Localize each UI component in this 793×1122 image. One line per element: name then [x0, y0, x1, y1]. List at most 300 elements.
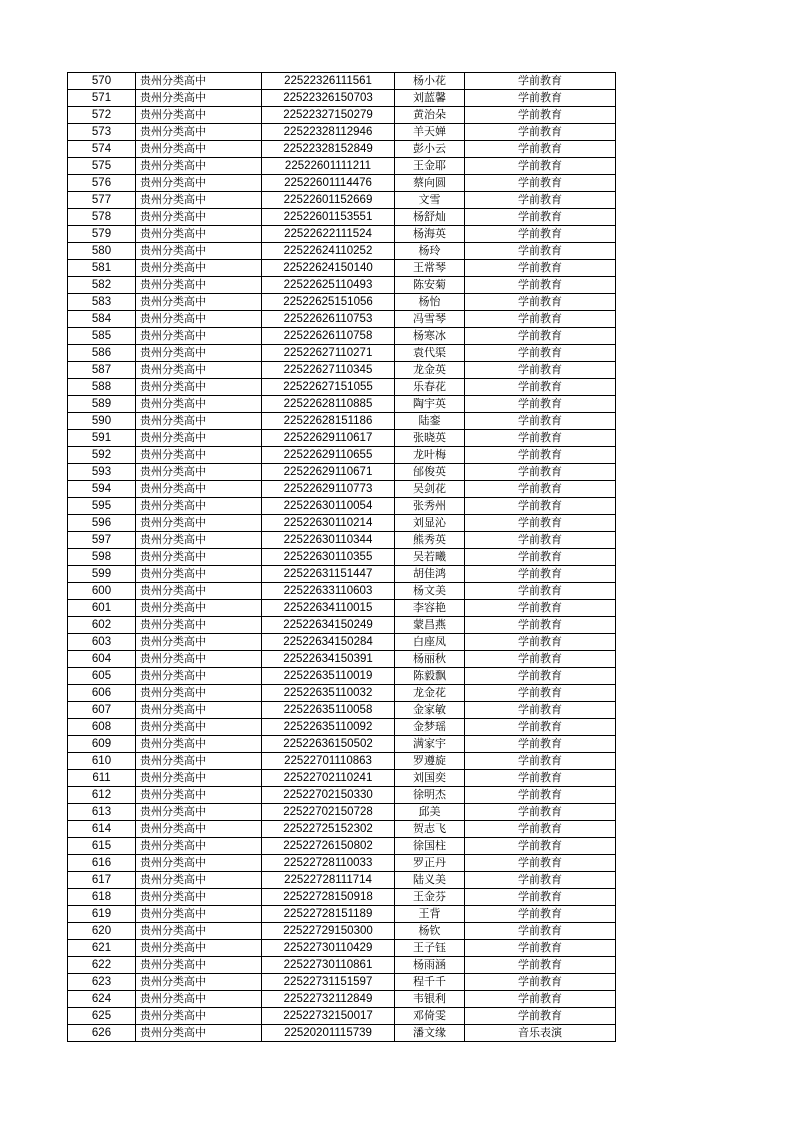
student-source-cell: 贵州分类高中 [136, 175, 262, 192]
student-source-cell: 贵州分类高中 [136, 753, 262, 770]
student-source-cell: 贵州分类高中 [136, 923, 262, 940]
table-row [68, 226, 616, 243]
student-source-cell: 贵州分类高中 [136, 73, 262, 90]
student-name-cell: 王背 [395, 906, 465, 923]
major-cell: 学前教育 [465, 294, 616, 311]
exam-id-cell: 22522630110355 [262, 549, 395, 566]
student-name-cell: 邓倚雯 [395, 1008, 465, 1025]
major-cell: 学前教育 [465, 73, 616, 90]
student-name-cell: 胡佳鸿 [395, 566, 465, 583]
major-cell: 学前教育 [465, 396, 616, 413]
student-source-cell: 贵州分类高中 [136, 889, 262, 906]
row-number-cell: 622 [68, 957, 136, 974]
student-name-cell: 吴剑花 [395, 481, 465, 498]
student-name-cell: 杨丽秋 [395, 651, 465, 668]
student-name-cell: 杨寒冰 [395, 328, 465, 345]
major-cell: 学前教育 [465, 498, 616, 515]
major-cell: 学前教育 [465, 345, 616, 362]
row-number-cell: 570 [68, 73, 136, 90]
exam-id-cell: 22522628110885 [262, 396, 395, 413]
major-cell: 学前教育 [465, 447, 616, 464]
student-name-cell: 熊秀英 [395, 532, 465, 549]
admission-table [67, 72, 616, 1042]
student-source-cell: 贵州分类高中 [136, 209, 262, 226]
student-source-cell: 贵州分类高中 [136, 702, 262, 719]
exam-id-cell: 22522636150502 [262, 736, 395, 753]
row-number-cell: 609 [68, 736, 136, 753]
exam-id-cell: 22522328112946 [262, 124, 395, 141]
exam-id-cell: 22522326150703 [262, 90, 395, 107]
row-number-cell: 625 [68, 1008, 136, 1025]
student-source-cell: 贵州分类高中 [136, 481, 262, 498]
table-row [68, 838, 616, 855]
student-name-cell: 韦银利 [395, 991, 465, 1008]
exam-id-cell: 22522624110252 [262, 243, 395, 260]
exam-id-cell: 22522728151189 [262, 906, 395, 923]
student-source-cell: 贵州分类高中 [136, 736, 262, 753]
table-row [68, 362, 616, 379]
table-row [68, 192, 616, 209]
student-name-cell: 陆义美 [395, 872, 465, 889]
row-number-cell: 613 [68, 804, 136, 821]
exam-id-cell: 22522634110015 [262, 600, 395, 617]
table-row [68, 243, 616, 260]
row-number-cell: 591 [68, 430, 136, 447]
student-name-cell: 杨文美 [395, 583, 465, 600]
student-name-cell: 杨小花 [395, 73, 465, 90]
row-number-cell: 592 [68, 447, 136, 464]
row-number-cell: 617 [68, 872, 136, 889]
student-name-cell: 李容艳 [395, 600, 465, 617]
student-source-cell: 贵州分类高中 [136, 600, 262, 617]
table-row [68, 719, 616, 736]
student-name-cell: 杨玲 [395, 243, 465, 260]
row-number-cell: 619 [68, 906, 136, 923]
exam-id-cell: 22522628151186 [262, 413, 395, 430]
student-name-cell: 王金耶 [395, 158, 465, 175]
major-cell: 学前教育 [465, 685, 616, 702]
student-source-cell: 贵州分类高中 [136, 532, 262, 549]
table-row [68, 107, 616, 124]
table-row [68, 940, 616, 957]
exam-id-cell: 22522326111561 [262, 73, 395, 90]
student-source-cell: 贵州分类高中 [136, 668, 262, 685]
student-source-cell: 贵州分类高中 [136, 855, 262, 872]
exam-id-cell: 22522629110617 [262, 430, 395, 447]
student-source-cell: 贵州分类高中 [136, 634, 262, 651]
student-source-cell: 贵州分类高中 [136, 328, 262, 345]
student-name-cell: 蔡向圆 [395, 175, 465, 192]
student-name-cell: 程千千 [395, 974, 465, 991]
student-name-cell: 袁代渠 [395, 345, 465, 362]
major-cell: 学前教育 [465, 736, 616, 753]
table-row [68, 311, 616, 328]
student-name-cell: 金梦瑶 [395, 719, 465, 736]
major-cell: 学前教育 [465, 566, 616, 583]
row-number-cell: 580 [68, 243, 136, 260]
exam-id-cell: 22522629110655 [262, 447, 395, 464]
exam-id-cell: 22522635110019 [262, 668, 395, 685]
major-cell: 学前教育 [465, 379, 616, 396]
exam-id-cell: 22522634150391 [262, 651, 395, 668]
major-cell: 学前教育 [465, 889, 616, 906]
student-source-cell: 贵州分类高中 [136, 770, 262, 787]
table-row [68, 855, 616, 872]
exam-id-cell: 22522725152302 [262, 821, 395, 838]
student-source-cell: 贵州分类高中 [136, 957, 262, 974]
student-name-cell: 金家敏 [395, 702, 465, 719]
student-source-cell: 贵州分类高中 [136, 413, 262, 430]
student-name-cell: 贺志飞 [395, 821, 465, 838]
student-source-cell: 贵州分类高中 [136, 311, 262, 328]
major-cell: 学前教育 [465, 90, 616, 107]
student-source-cell: 贵州分类高中 [136, 226, 262, 243]
row-number-cell: 599 [68, 566, 136, 583]
student-name-cell: 王常琴 [395, 260, 465, 277]
student-name-cell: 满家宇 [395, 736, 465, 753]
major-cell: 学前教育 [465, 821, 616, 838]
exam-id-cell: 22522327150279 [262, 107, 395, 124]
student-source-cell: 贵州分类高中 [136, 651, 262, 668]
table-row [68, 617, 616, 634]
major-cell: 学前教育 [465, 770, 616, 787]
major-cell: 学前教育 [465, 957, 616, 974]
exam-id-cell: 22522732150017 [262, 1008, 395, 1025]
major-cell: 学前教育 [465, 651, 616, 668]
major-cell: 学前教育 [465, 175, 616, 192]
student-name-cell: 吴若曦 [395, 549, 465, 566]
student-name-cell: 龙金英 [395, 362, 465, 379]
table-row [68, 651, 616, 668]
major-cell: 学前教育 [465, 464, 616, 481]
major-cell: 学前教育 [465, 600, 616, 617]
exam-id-cell: 22522627110345 [262, 362, 395, 379]
major-cell: 学前教育 [465, 923, 616, 940]
student-name-cell: 杨舒灿 [395, 209, 465, 226]
row-number-cell: 607 [68, 702, 136, 719]
table-row [68, 957, 616, 974]
student-name-cell: 徐国柱 [395, 838, 465, 855]
exam-id-cell: 22522626110758 [262, 328, 395, 345]
major-cell: 学前教育 [465, 991, 616, 1008]
student-name-cell: 邱美 [395, 804, 465, 821]
table-row [68, 634, 616, 651]
major-cell: 学前教育 [465, 1008, 616, 1025]
major-cell: 学前教育 [465, 141, 616, 158]
student-source-cell: 贵州分类高中 [136, 617, 262, 634]
table-row [68, 209, 616, 226]
exam-id-cell: 22522630110054 [262, 498, 395, 515]
student-name-cell: 彭小云 [395, 141, 465, 158]
student-name-cell: 罗遵旋 [395, 753, 465, 770]
major-cell: 学前教育 [465, 804, 616, 821]
table-row [68, 923, 616, 940]
student-name-cell: 杨怡 [395, 294, 465, 311]
table-row [68, 396, 616, 413]
student-name-cell: 陈毅飘 [395, 668, 465, 685]
table-row [68, 379, 616, 396]
major-cell: 学前教育 [465, 838, 616, 855]
table-row [68, 90, 616, 107]
table-row [68, 464, 616, 481]
student-name-cell: 蒙昌燕 [395, 617, 465, 634]
exam-id-cell: 22522635110058 [262, 702, 395, 719]
table-row [68, 515, 616, 532]
student-source-cell: 贵州分类高中 [136, 549, 262, 566]
major-cell: 学前教育 [465, 974, 616, 991]
student-source-cell: 贵州分类高中 [136, 1025, 262, 1042]
row-number-cell: 604 [68, 651, 136, 668]
exam-id-cell: 22522601153551 [262, 209, 395, 226]
table-row [68, 447, 616, 464]
student-source-cell: 贵州分类高中 [136, 192, 262, 209]
table-row [68, 566, 616, 583]
row-number-cell: 594 [68, 481, 136, 498]
exam-id-cell: 22522622111524 [262, 226, 395, 243]
student-source-cell: 贵州分类高中 [136, 498, 262, 515]
exam-id-cell: 22522730110861 [262, 957, 395, 974]
major-cell: 学前教育 [465, 362, 616, 379]
student-name-cell: 龙金花 [395, 685, 465, 702]
student-source-cell: 贵州分类高中 [136, 583, 262, 600]
exam-id-cell: 22522633110603 [262, 583, 395, 600]
row-number-cell: 581 [68, 260, 136, 277]
student-source-cell: 贵州分类高中 [136, 940, 262, 957]
student-source-cell: 贵州分类高中 [136, 141, 262, 158]
exam-id-cell: 22522630110214 [262, 515, 395, 532]
major-cell: 学前教育 [465, 549, 616, 566]
student-source-cell: 贵州分类高中 [136, 396, 262, 413]
student-source-cell: 贵州分类高中 [136, 872, 262, 889]
student-source-cell: 贵州分类高中 [136, 90, 262, 107]
major-cell: 学前教育 [465, 277, 616, 294]
row-number-cell: 573 [68, 124, 136, 141]
table-row [68, 889, 616, 906]
student-source-cell: 贵州分类高中 [136, 277, 262, 294]
student-name-cell: 刘蓝馨 [395, 90, 465, 107]
table-row [68, 549, 616, 566]
major-cell: 学前教育 [465, 787, 616, 804]
student-source-cell: 贵州分类高中 [136, 515, 262, 532]
major-cell: 学前教育 [465, 209, 616, 226]
table-row [68, 736, 616, 753]
student-source-cell: 贵州分类高中 [136, 974, 262, 991]
exam-id-cell: 22522328152849 [262, 141, 395, 158]
exam-id-cell: 22522702150330 [262, 787, 395, 804]
table-row [68, 277, 616, 294]
row-number-cell: 587 [68, 362, 136, 379]
student-source-cell: 贵州分类高中 [136, 804, 262, 821]
table-row [68, 974, 616, 991]
major-cell: 学前教育 [465, 107, 616, 124]
row-number-cell: 614 [68, 821, 136, 838]
exam-id-cell: 22522624150140 [262, 260, 395, 277]
row-number-cell: 588 [68, 379, 136, 396]
table-row [68, 600, 616, 617]
student-name-cell: 陶宇英 [395, 396, 465, 413]
student-name-cell: 冯雪琴 [395, 311, 465, 328]
student-source-cell: 贵州分类高中 [136, 1008, 262, 1025]
table-row [68, 702, 616, 719]
row-number-cell: 583 [68, 294, 136, 311]
row-number-cell: 574 [68, 141, 136, 158]
major-cell: 学前教育 [465, 226, 616, 243]
student-name-cell: 张秀州 [395, 498, 465, 515]
exam-id-cell: 22522627110271 [262, 345, 395, 362]
table-row [68, 583, 616, 600]
student-source-cell: 贵州分类高中 [136, 838, 262, 855]
major-cell: 学前教育 [465, 192, 616, 209]
student-source-cell: 贵州分类高中 [136, 685, 262, 702]
exam-id-cell: 22522730110429 [262, 940, 395, 957]
table-row [68, 991, 616, 1008]
major-cell: 学前教育 [465, 855, 616, 872]
student-name-cell: 杨钦 [395, 923, 465, 940]
row-number-cell: 597 [68, 532, 136, 549]
student-name-cell: 罗正丹 [395, 855, 465, 872]
student-name-cell: 陈安菊 [395, 277, 465, 294]
exam-id-cell: 22522630110344 [262, 532, 395, 549]
row-number-cell: 623 [68, 974, 136, 991]
table-row [68, 1008, 616, 1025]
student-name-cell: 黄治朵 [395, 107, 465, 124]
row-number-cell: 602 [68, 617, 136, 634]
exam-id-cell: 22522635110032 [262, 685, 395, 702]
student-name-cell: 王子钰 [395, 940, 465, 957]
student-source-cell: 贵州分类高中 [136, 430, 262, 447]
row-number-cell: 598 [68, 549, 136, 566]
row-number-cell: 601 [68, 600, 136, 617]
student-name-cell: 刘国奕 [395, 770, 465, 787]
table-row [68, 413, 616, 430]
table-row [68, 770, 616, 787]
exam-id-cell: 22522701110863 [262, 753, 395, 770]
major-cell: 音乐表演 [465, 1025, 616, 1042]
student-source-cell: 贵州分类高中 [136, 124, 262, 141]
major-cell: 学前教育 [465, 260, 616, 277]
table-row [68, 685, 616, 702]
row-number-cell: 585 [68, 328, 136, 345]
table-row [68, 345, 616, 362]
table-row [68, 481, 616, 498]
table-row [68, 175, 616, 192]
table-row [68, 753, 616, 770]
major-cell: 学前教育 [465, 311, 616, 328]
row-number-cell: 626 [68, 1025, 136, 1042]
student-name-cell: 乐春花 [395, 379, 465, 396]
table-row [68, 294, 616, 311]
row-number-cell: 610 [68, 753, 136, 770]
exam-id-cell: 22522728110033 [262, 855, 395, 872]
major-cell: 学前教育 [465, 124, 616, 141]
table-row [68, 158, 616, 175]
major-cell: 学前教育 [465, 719, 616, 736]
row-number-cell: 595 [68, 498, 136, 515]
student-name-cell: 羊天婵 [395, 124, 465, 141]
table-row [68, 532, 616, 549]
major-cell: 学前教育 [465, 753, 616, 770]
student-name-cell: 邰俊英 [395, 464, 465, 481]
row-number-cell: 620 [68, 923, 136, 940]
exam-id-cell: 22522629110773 [262, 481, 395, 498]
table-row [68, 872, 616, 889]
exam-id-cell: 22522625151056 [262, 294, 395, 311]
row-number-cell: 590 [68, 413, 136, 430]
row-number-cell: 608 [68, 719, 136, 736]
row-number-cell: 605 [68, 668, 136, 685]
exam-id-cell: 22522635110092 [262, 719, 395, 736]
row-number-cell: 612 [68, 787, 136, 804]
student-source-cell: 贵州分类高中 [136, 260, 262, 277]
student-source-cell: 贵州分类高中 [136, 787, 262, 804]
student-name-cell: 龙叶梅 [395, 447, 465, 464]
row-number-cell: 621 [68, 940, 136, 957]
row-number-cell: 618 [68, 889, 136, 906]
row-number-cell: 593 [68, 464, 136, 481]
table-row [68, 787, 616, 804]
student-source-cell: 贵州分类高中 [136, 362, 262, 379]
table-row [68, 141, 616, 158]
row-number-cell: 586 [68, 345, 136, 362]
row-number-cell: 576 [68, 175, 136, 192]
row-number-cell: 615 [68, 838, 136, 855]
student-source-cell: 贵州分类高中 [136, 906, 262, 923]
exam-id-cell: 22522631151447 [262, 566, 395, 583]
student-source-cell: 贵州分类高中 [136, 158, 262, 175]
major-cell: 学前教育 [465, 668, 616, 685]
exam-id-cell: 22522726150802 [262, 838, 395, 855]
row-number-cell: 579 [68, 226, 136, 243]
student-name-cell: 文雪 [395, 192, 465, 209]
table-row [68, 821, 616, 838]
major-cell: 学前教育 [465, 481, 616, 498]
major-cell: 学前教育 [465, 532, 616, 549]
major-cell: 学前教育 [465, 430, 616, 447]
major-cell: 学前教育 [465, 243, 616, 260]
row-number-cell: 589 [68, 396, 136, 413]
exam-id-cell: 22522626110753 [262, 311, 395, 328]
row-number-cell: 600 [68, 583, 136, 600]
major-cell: 学前教育 [465, 583, 616, 600]
major-cell: 学前教育 [465, 702, 616, 719]
exam-id-cell: 22522728111714 [262, 872, 395, 889]
student-source-cell: 贵州分类高中 [136, 345, 262, 362]
exam-id-cell: 22522702150728 [262, 804, 395, 821]
exam-id-cell: 22522629110671 [262, 464, 395, 481]
major-cell: 学前教育 [465, 515, 616, 532]
student-name-cell: 张晓英 [395, 430, 465, 447]
major-cell: 学前教育 [465, 328, 616, 345]
table-row [68, 73, 616, 90]
row-number-cell: 616 [68, 855, 136, 872]
exam-id-cell: 22522601152669 [262, 192, 395, 209]
row-number-cell: 572 [68, 107, 136, 124]
student-name-cell: 潘文缘 [395, 1025, 465, 1042]
row-number-cell: 606 [68, 685, 136, 702]
table-row [68, 328, 616, 345]
exam-id-cell: 22522601111211 [262, 158, 395, 175]
table-row [68, 804, 616, 821]
major-cell: 学前教育 [465, 634, 616, 651]
row-number-cell: 603 [68, 634, 136, 651]
table-row [68, 430, 616, 447]
student-source-cell: 贵州分类高中 [136, 464, 262, 481]
student-name-cell: 杨雨涵 [395, 957, 465, 974]
exam-id-cell: 22522731151597 [262, 974, 395, 991]
row-number-cell: 611 [68, 770, 136, 787]
row-number-cell: 571 [68, 90, 136, 107]
student-source-cell: 贵州分类高中 [136, 566, 262, 583]
